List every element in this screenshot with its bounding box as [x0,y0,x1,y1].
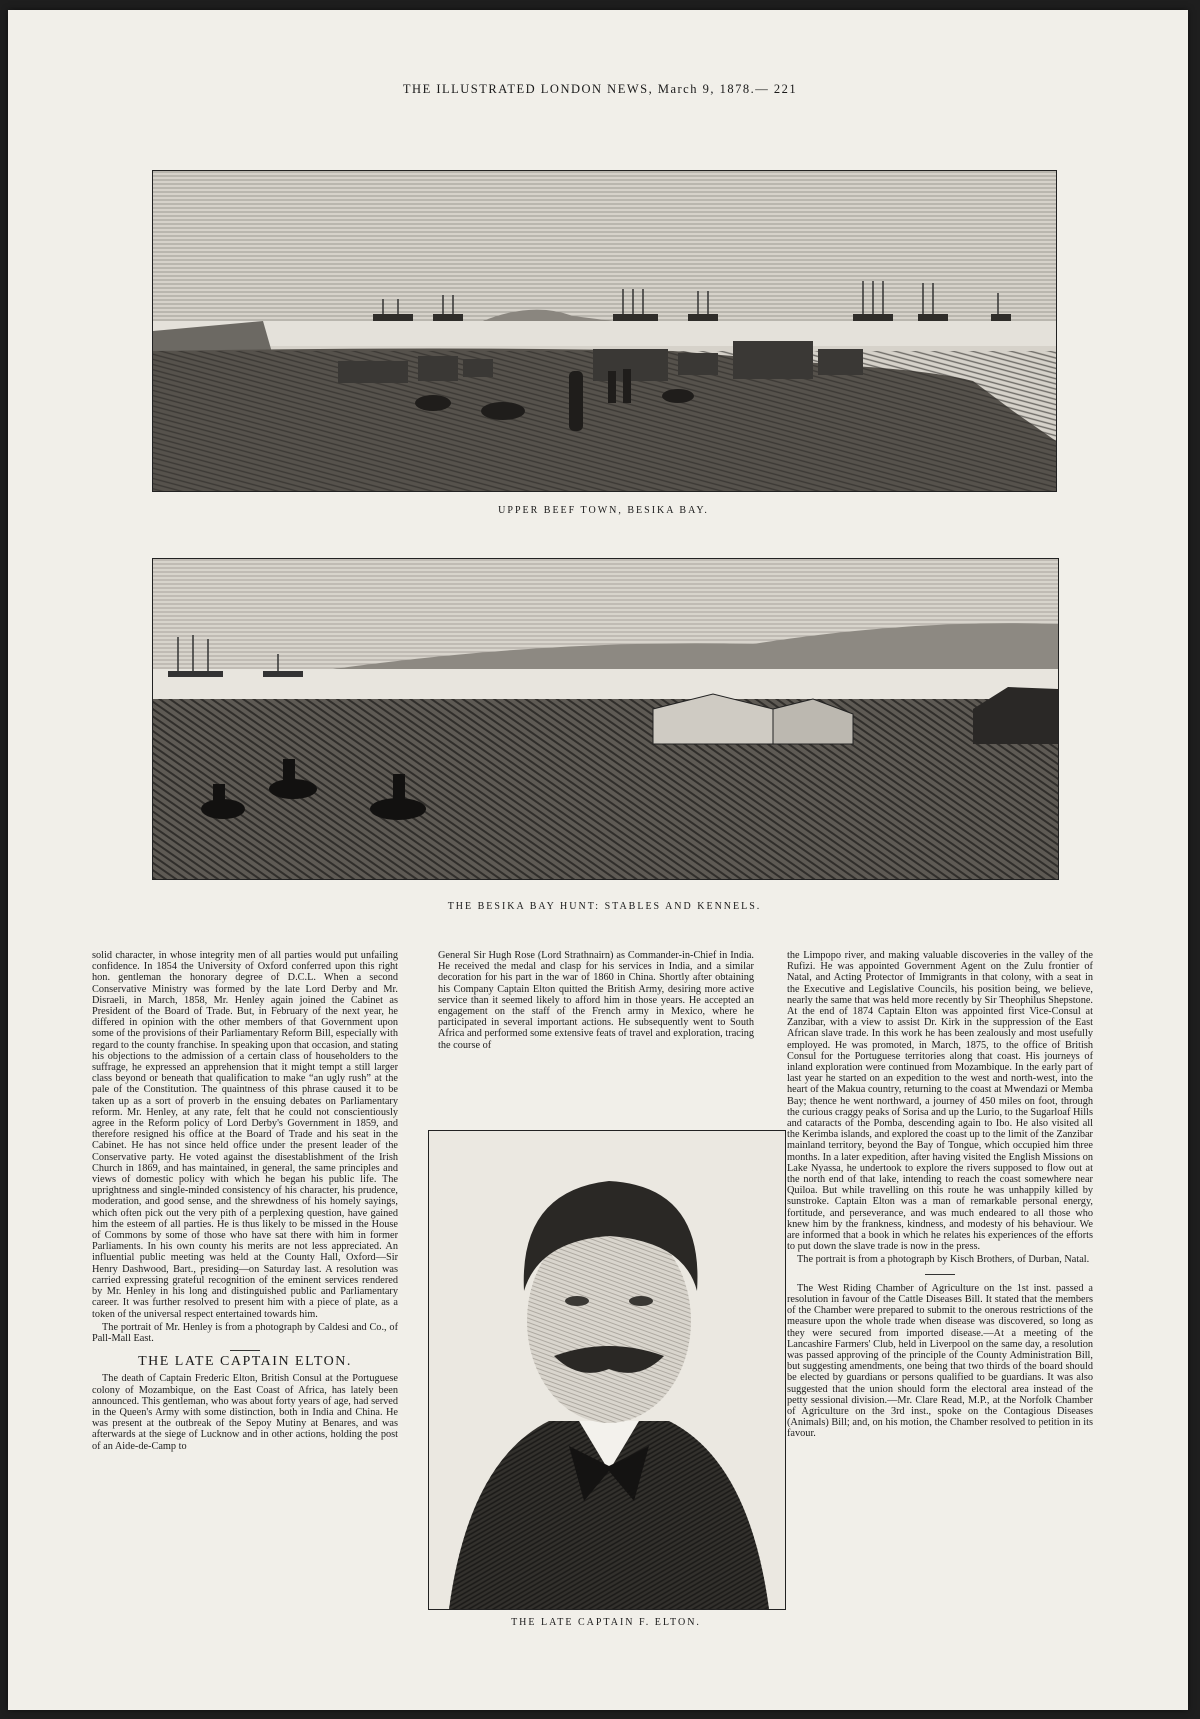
section-divider [230,1350,260,1351]
left-section-paragraph: The death of Captain Frederic Elton, British Consul at the Portuguese colony of Mozambique, on the East Coast of Africa, has lately been announced. This gentleman, who was about forty years of age, had served in the Queen's Army with some distinction, both in India and China. He was present at the outbreak of the Sepoy Mutiny at Benares, and was afterwards at the siege of Lucknow and in other actions, holding the post of an Aide-de-Camp to [92,1373,398,1452]
column-right [787,950,1093,1442]
column-middle [438,950,754,1053]
portrait-captain-elton [428,1130,786,1610]
engraving-besika-bay-hunt [152,558,1059,880]
right-paragraph: The portrait is from a photograph by Kisch Brothers, of Durban, Natal. [797,1254,1090,1266]
right-paragraph: The West Riding Chamber of Agriculture on the 1st inst. passed a resolution in favour of the Cattle Diseases Bill. It stated that the members of the Chamber were prepared to submit to the onerous restrictions of the measure upon the whole trade when disease was discovered, so long as they were secured from imported disease.—At a meeting of the Lancashire Farmers' Club, held in Liverpool on the same day, a resolution was passed approving of the principle of the County Administration Bill, but suggesting amendments, one being that two thirds of the board should be elected by guardians or persons qualified to be guardians. It was also suggested that the union should form the electoral area instead of the petty sessional division.—Mr. Clare Read, M.P., at the Norfolk Chamber of Agriculture on the 3rd inst., spoke on the Contagious Diseases (Animals) Bill; and, on his motion, the Chamber resolved to petition in its favour. [787,1282,1093,1440]
section-divider [925,1274,955,1275]
left-paragraph: The portrait of Mr. Henley is from a photograph by Caldesi and Co., of Pall-Mall East. [92,1321,398,1344]
right-paragraph: the Limpopo river, and making valuable discoveries in the valley of the Rufizi. He was appointed Government Agent on the Zulu frontier of Natal, and Acting Protector of Immigrants in that colony, with a seat in the Executive and Legislative Councils, his position being, we believe, nearly the same that was held more recently by Sir Theophilus Shepstone. At the end of 1874 Captain Elton was appointed first Vice-Consul at Zanzibar, with a view to assist Dr. Kirk in the suppression of the East African slave trade. In this work he has been zealously and most usefully employed. He was promoted, in March, 1875, to the office of British Consul for the Portuguese territories along that coast. His journeys of inland exploration were continued from Mozambique. In the early part of last year he started on an expedition to the west and north-west, into the heart of the Makua country, returning to the coast at Mwendazi or Memba Bay; thence he went northward, a journey of 450 miles on foot, through the curious craggy peaks of Sorisa and up the Lurio, to the Sugarloaf Hills and cataracts of the Pomba, descending again to Ibo. He also visited all the Kerimba islands, and explored the coast up to the limit of the Zanzibar mainland territory, beyond the Bay of Tongue, which occupied him three months. In a later expedition, after having visited the English Missions on Lake Nyassa, he undertook to explore the rivers supposed to flow out at the north end of that lake, intending to reach the coast somewhere near Quiloa. But while travelling on this route he was unhappily killed by sunstroke. Captain Elton was a man of remarkable personal energy, fortitude, and perseverance, and was much endeared to all those who knew him by the frankness, kindness, and modesty of his behaviour. We are informed that a book in which he relates his experiences of the efforts to put down the slave trade is now in the press. [787,950,1093,1253]
left-paragraph: solid character, in whose integrity men of all parties would put unfailing confidence. In 1854 the University of Oxford conferred upon this right hon. gentleman the honorary degree of D.C.L. When a second Conservative Ministry was formed by the late Lord Derby and Mr. Disraeli, in March, 1858, Mr. Henley again joined the Cabinet as President of the Board of Trade. But, in February of the next year, he differed in opinion with the other members of that Government upon some of the provisions of their Parliamentary Reform Bill, especially with regard to the county franchise. In speaking upon that occasion, and stating his objections to the admission of a certain class of householders to the suffrage, he expressed an apprehension that it might tempt a still larger class beyond or beneath that qualification to make “an ugly rush” at the pale of the Constitution. The quaintness of this phrase caused it to be taken up as a sort of proverb in the ensuing debates on Parliamentary reform. Mr. Henley, at any rate, felt that he could not conscientiously agree in the Reform policy of Lord Derby's Government in 1859, and therefore resigned his office at the Board of Trade and his seat in the Cabinet. He has not since held office under the present leader of the Conservative party. He voted against the disestablishment of the Irish Church in 1869, and has maintained, in general, the same principles and views of domestic policy with which he began his public life. The uprightness and single-minded consistency of his character, his prudence, moderation, and good sense, and the shrewdness of his homely sayings, which often pick out the very pith of a perplexing question, have gained him the esteem of all parties. He is thus likely to be missed in the House of Commons by some of those who have sat there with him in former Parliaments. In his own county his merits are not less appreciated. An influential public meeting was held at the County Hall, Oxford—Sir Henry Dashwood, Bart., presiding—on Saturday last. A resolution was carried expressing grateful recognition of the eminent services rendered by Mr. Henley in his long and distinguished public and Parliamentary career. It was further resolved to present him with a piece of plate, as a token of the universal respect entertained towards him. [92,950,398,1320]
section-title: THE LATE CAPTAIN ELTON. [138,1354,352,1370]
caption-portrait: THE LATE CAPTAIN F. ELTON. [511,1617,701,1628]
caption-besika-bay-hunt: THE BESIKA BAY HUNT: STABLES AND KENNELS. [447,901,762,912]
caption-upper-beef-town: UPPER BEEF TOWN, BESIKA BAY. [498,505,709,516]
middle-paragraph: General Sir Hugh Rose (Lord Strathnairn) as Commander-in-Chief in India. He received the medal and clasp for his services in India, and a similar decoration for his part in the war of 1860 in China. Shortly after obtaining his Company Captain Elton quitted the British Army, desiring more active service than it seemed likely to afford him in those years. He accepted an engagement on the staff of the French army in Mexico, where he participated in several important actions. He subsequently went to South Africa and performed some extensive feats of travel and exploration, tracing the course of [438,950,754,1051]
engraving-upper-beef-town [152,170,1057,492]
page-header: THE ILLUSTRATED LONDON NEWS, March 9, 1878.— 221 [402,82,798,96]
column-left [92,950,398,1454]
